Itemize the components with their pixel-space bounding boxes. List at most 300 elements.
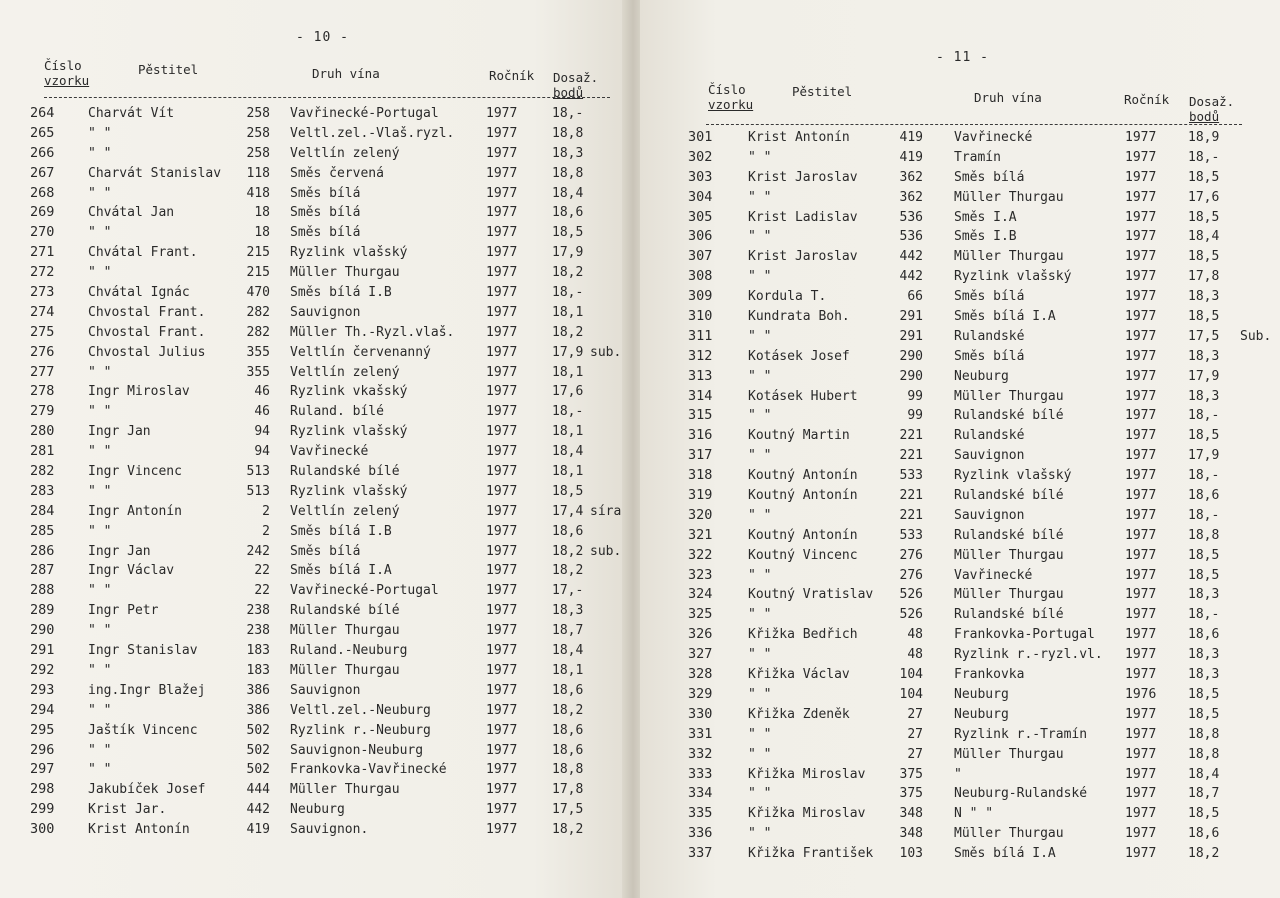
grower-code: 419 xyxy=(246,822,270,838)
score-points: 17,- xyxy=(552,583,584,599)
sample-number: 326 xyxy=(688,626,713,643)
sample-number: 300 xyxy=(30,821,55,838)
table-row xyxy=(30,561,620,581)
grower-name: " " xyxy=(748,746,772,762)
grower-code: 118 xyxy=(246,165,270,181)
grower-code: 290 xyxy=(899,368,923,384)
wine-variety: Frankovka-Vavřinecké xyxy=(290,762,447,778)
sample-number: 274 xyxy=(30,303,55,320)
table-row xyxy=(688,128,1278,148)
score-points: 17,4 xyxy=(552,503,584,519)
grower-code: 362 xyxy=(899,189,923,205)
grower-code: 386 xyxy=(246,682,270,698)
sample-number: 271 xyxy=(30,244,55,261)
grower-code: 348 xyxy=(899,826,923,842)
table-row xyxy=(688,227,1278,247)
grower-name: " " xyxy=(88,185,112,201)
score-points: 18,1 xyxy=(552,662,584,678)
score-points: 17,5 xyxy=(552,802,584,818)
table-row xyxy=(30,661,620,681)
vintage-year: 1977 xyxy=(486,285,518,301)
grower-name: Křižka Zdeněk xyxy=(748,706,850,722)
grower-code: 66 xyxy=(907,289,923,305)
right-page xyxy=(640,0,1280,898)
wine-variety: Müller Thurgau xyxy=(290,662,400,678)
grower-code: 282 xyxy=(246,324,270,340)
table-row xyxy=(688,307,1278,327)
grower-name: Křižka Václav xyxy=(748,667,850,683)
table-row xyxy=(30,522,620,542)
vintage-year: 1977 xyxy=(1125,149,1157,165)
grower-name: Ingr Vincenc xyxy=(88,464,182,480)
table-row xyxy=(688,347,1278,367)
score-points: 18,5 xyxy=(1188,806,1220,822)
score-points: 18,3 xyxy=(552,603,584,619)
grower-code: 221 xyxy=(899,428,923,444)
sample-number: 267 xyxy=(30,164,55,181)
score-points: 18,6 xyxy=(552,722,584,738)
sample-number: 335 xyxy=(688,805,713,822)
sample-number: 289 xyxy=(30,602,55,619)
sample-number: 320 xyxy=(688,506,713,523)
table-row xyxy=(688,327,1278,347)
grower-name: " " xyxy=(748,786,772,802)
sample-number: 327 xyxy=(688,646,713,663)
table-row xyxy=(30,223,620,243)
wine-variety: Rulandské xyxy=(954,328,1025,344)
grower-code: 513 xyxy=(246,483,270,499)
wine-variety: Ryzlink vlašský xyxy=(290,245,408,261)
grower-name: " " xyxy=(88,583,112,599)
sample-number: 325 xyxy=(688,606,713,623)
grower-name: Křižka František xyxy=(748,846,874,862)
grower-name: " " xyxy=(748,328,772,344)
wine-variety: Sauvignon xyxy=(290,682,361,698)
vintage-year: 1977 xyxy=(486,464,518,480)
wine-variety: Směs bílá I.B xyxy=(290,523,392,539)
grower-code: 536 xyxy=(899,209,923,225)
grower-name: Koutný Vincenc xyxy=(748,547,858,563)
sample-number: 280 xyxy=(30,423,55,440)
header-points-line2: bodů xyxy=(1189,109,1220,124)
grower-code: 221 xyxy=(899,448,923,464)
grower-code: 533 xyxy=(899,527,923,543)
grower-code: 282 xyxy=(246,304,270,320)
score-points: 18,5 xyxy=(552,225,584,241)
table-row xyxy=(688,824,1278,844)
grower-code: 533 xyxy=(899,468,923,484)
grower-name: " " xyxy=(88,623,112,639)
score-points: 18,5 xyxy=(1188,169,1220,185)
vintage-year: 1977 xyxy=(1125,408,1157,424)
grower-name: " " xyxy=(88,364,112,380)
wine-variety: Neuburg xyxy=(290,802,345,818)
score-points: 18,5 xyxy=(1188,547,1220,563)
table-row xyxy=(30,124,620,144)
table-row xyxy=(30,462,620,482)
table-row xyxy=(30,203,620,223)
score-points: 17,8 xyxy=(552,782,584,798)
table-row xyxy=(30,721,620,741)
sample-number: 329 xyxy=(688,685,713,702)
table-row xyxy=(30,303,620,323)
grower-name: Koutný Antonín xyxy=(748,527,858,543)
sample-number: 287 xyxy=(30,562,55,579)
sample-number: 266 xyxy=(30,144,55,161)
score-points: 18,3 xyxy=(1188,348,1220,364)
vintage-year: 1977 xyxy=(1125,388,1157,404)
sample-number: 275 xyxy=(30,323,55,340)
vintage-year: 1977 xyxy=(486,165,518,181)
grower-name: " " xyxy=(748,647,772,663)
score-points: 18,6 xyxy=(552,523,584,539)
vintage-year: 1977 xyxy=(1125,786,1157,802)
wine-variety: Směs bílá xyxy=(290,205,361,221)
sample-number: 276 xyxy=(30,343,55,360)
grower-name: Krist Ladislav xyxy=(748,209,858,225)
sample-number: 293 xyxy=(30,681,55,698)
vintage-year: 1977 xyxy=(1125,130,1157,145)
grower-name: " " xyxy=(88,702,112,718)
wine-variety: Sauvignon xyxy=(954,448,1025,464)
wine-variety: Müller Thurgau xyxy=(954,249,1064,265)
grower-name: Křižka Bedřich xyxy=(748,627,858,643)
table-row xyxy=(688,406,1278,426)
vintage-year: 1977 xyxy=(486,106,518,121)
grower-code: 258 xyxy=(246,106,270,121)
vintage-year: 1977 xyxy=(1125,428,1157,444)
wine-variety: Sauvignon xyxy=(954,507,1025,523)
grower-code: 291 xyxy=(899,309,923,325)
header-points-line1: Dosaž. xyxy=(1189,94,1235,109)
table-row xyxy=(30,621,620,641)
grower-code: 419 xyxy=(899,130,923,145)
sample-number: 291 xyxy=(30,642,55,659)
vintage-year: 1977 xyxy=(1125,706,1157,722)
sample-number: 268 xyxy=(30,184,55,201)
grower-name: ing.Ingr Blažej xyxy=(88,682,206,698)
header-sample-number xyxy=(44,58,89,88)
score-note: síra xyxy=(590,503,622,519)
wine-variety: Neuburg-Rulandské xyxy=(954,786,1088,802)
vintage-year: 1977 xyxy=(486,583,518,599)
score-points: 18,- xyxy=(1188,468,1220,484)
wine-variety: Směs I.B xyxy=(954,229,1017,245)
grower-code: 258 xyxy=(246,125,270,141)
vintage-year: 1977 xyxy=(486,245,518,261)
sample-number: 312 xyxy=(688,347,713,364)
sample-number: 309 xyxy=(688,288,713,305)
grower-code: 375 xyxy=(899,766,923,782)
score-points: 18,- xyxy=(552,106,584,121)
header-year: Ročník xyxy=(1124,92,1170,107)
vintage-year: 1977 xyxy=(486,483,518,499)
score-points: 18,8 xyxy=(552,165,584,181)
vintage-year: 1977 xyxy=(1125,527,1157,543)
grower-code: 94 xyxy=(254,444,270,460)
wine-variety: Ryzlink vlašský xyxy=(290,424,408,440)
score-points: 18,- xyxy=(1188,507,1220,523)
grower-name: " " xyxy=(88,125,112,141)
sample-number: 314 xyxy=(688,387,713,404)
grower-code: 238 xyxy=(246,623,270,639)
wine-variety: Směs bílá I.A xyxy=(954,309,1056,325)
score-points: 18,2 xyxy=(552,324,584,340)
table-row xyxy=(30,422,620,442)
table-row xyxy=(30,184,620,204)
wine-variety: Veltl.zel.-Vlaš.ryzl. xyxy=(290,125,455,141)
grower-name: " " xyxy=(88,483,112,499)
table-row xyxy=(688,566,1278,586)
table-row xyxy=(30,402,620,422)
header-sample-line2: vzorku xyxy=(44,73,90,88)
table-row xyxy=(30,104,620,124)
score-points: 18,3 xyxy=(1188,667,1220,683)
grower-code: 104 xyxy=(899,667,923,683)
vintage-year: 1977 xyxy=(486,643,518,659)
header-rule xyxy=(44,97,610,98)
table-row xyxy=(688,745,1278,765)
grower-code: 46 xyxy=(254,404,270,420)
grower-name: " " xyxy=(748,726,772,742)
score-points: 18,4 xyxy=(552,444,584,460)
score-points: 18,5 xyxy=(1188,428,1220,444)
grower-name: Kundrata Boh. xyxy=(748,309,850,325)
table-row xyxy=(688,466,1278,486)
grower-code: 104 xyxy=(899,686,923,702)
table-row xyxy=(30,243,620,263)
table-row xyxy=(30,760,620,780)
grower-code: 183 xyxy=(246,662,270,678)
table-row xyxy=(688,546,1278,566)
sample-number: 297 xyxy=(30,761,55,778)
score-points: 18,5 xyxy=(1188,706,1220,722)
grower-code: 22 xyxy=(254,563,270,579)
grower-name: Krist Jaroslav xyxy=(748,169,858,185)
sample-number: 299 xyxy=(30,801,55,818)
wine-variety: Müller Thurgau xyxy=(954,547,1064,563)
wine-variety: Ryzlink vkašský xyxy=(290,384,408,400)
grower-code: 276 xyxy=(899,567,923,583)
table-row xyxy=(688,784,1278,804)
vintage-year: 1977 xyxy=(486,125,518,141)
grower-code: 502 xyxy=(246,722,270,738)
score-points: 17,9 xyxy=(552,245,584,261)
vintage-year: 1977 xyxy=(486,424,518,440)
grower-name: Ingr Stanislav xyxy=(88,643,198,659)
grower-code: 470 xyxy=(246,285,270,301)
table-row xyxy=(688,367,1278,387)
vintage-year: 1977 xyxy=(486,543,518,559)
wine-variety: Neuburg xyxy=(954,706,1009,722)
score-points: 18,2 xyxy=(552,543,584,559)
vintage-year: 1977 xyxy=(1125,249,1157,265)
score-points: 18,5 xyxy=(1188,686,1220,702)
score-points: 18,5 xyxy=(1188,567,1220,583)
wine-variety: Vavřinecké xyxy=(954,567,1033,583)
score-points: 18,8 xyxy=(1188,527,1220,543)
grower-name: " " xyxy=(88,662,112,678)
sample-number: 321 xyxy=(688,526,713,543)
score-points: 17,6 xyxy=(1188,189,1220,205)
wine-variety: Tramín xyxy=(954,149,1001,165)
wine-variety: Müller Thurgau xyxy=(954,388,1064,404)
sample-number: 303 xyxy=(688,168,713,185)
grower-code: 355 xyxy=(246,344,270,360)
vintage-year: 1977 xyxy=(486,444,518,460)
vintage-year: 1977 xyxy=(486,762,518,778)
grower-name: Chvostal Frant. xyxy=(88,324,206,340)
wine-variety: Rulandské bílé xyxy=(290,603,400,619)
sample-number: 333 xyxy=(688,765,713,782)
wine-variety: Směs bílá xyxy=(290,543,361,559)
score-points: 18,5 xyxy=(1188,249,1220,265)
sample-number: 334 xyxy=(688,785,713,802)
wine-variety: Ryzlink r.-ryzl.vl. xyxy=(954,647,1103,663)
header-sample-line1: Číslo xyxy=(708,82,746,97)
vintage-year: 1977 xyxy=(1125,647,1157,663)
wine-variety: Rulandské bílé xyxy=(954,527,1064,543)
vintage-year: 1977 xyxy=(486,185,518,201)
grower-code: 442 xyxy=(246,802,270,818)
sample-number: 306 xyxy=(688,228,713,245)
score-points: 18,1 xyxy=(552,424,584,440)
vintage-year: 1977 xyxy=(1125,289,1157,305)
table-row xyxy=(688,585,1278,605)
score-points: 18,5 xyxy=(1188,309,1220,325)
vintage-year: 1977 xyxy=(1125,368,1157,384)
grower-code: 215 xyxy=(246,245,270,261)
sample-number: 316 xyxy=(688,427,713,444)
sample-number: 278 xyxy=(30,383,55,400)
sample-number: 264 xyxy=(30,105,55,121)
wine-variety: Veltlín zelený xyxy=(290,364,400,380)
grower-code: 444 xyxy=(246,782,270,798)
header-grower: Pěstitel xyxy=(138,62,199,77)
wine-variety: Směs bílá xyxy=(954,169,1025,185)
score-points: 18,8 xyxy=(552,762,584,778)
grower-code: 375 xyxy=(899,786,923,802)
sample-number: 269 xyxy=(30,204,55,221)
table-row xyxy=(688,605,1278,625)
table-row xyxy=(30,363,620,383)
vintage-year: 1977 xyxy=(1125,746,1157,762)
grower-code: 442 xyxy=(899,249,923,265)
header-points-line2: bodů xyxy=(553,85,584,100)
vintage-year: 1977 xyxy=(486,702,518,718)
sample-number: 328 xyxy=(688,666,713,683)
score-points: 18,2 xyxy=(552,822,584,838)
table-row xyxy=(688,685,1278,705)
sample-number: 282 xyxy=(30,463,55,480)
score-points: 17,5 xyxy=(1188,328,1220,344)
vintage-year: 1977 xyxy=(486,563,518,579)
grower-code: 2 xyxy=(262,503,270,519)
wine-variety: Ryzlink r.-Neuburg xyxy=(290,722,431,738)
sample-number: 307 xyxy=(688,248,713,265)
grower-code: 502 xyxy=(246,762,270,778)
grower-name: Kotásek Josef xyxy=(748,348,850,364)
table-row xyxy=(688,486,1278,506)
grower-code: 27 xyxy=(907,746,923,762)
page-number: - 10 - xyxy=(296,30,349,45)
grower-code: 48 xyxy=(907,647,923,663)
left-page xyxy=(0,0,628,898)
grower-name: " " xyxy=(748,686,772,702)
wine-variety: Veltlín zelený xyxy=(290,503,400,519)
grower-code: 22 xyxy=(254,583,270,599)
score-points: 18,2 xyxy=(552,563,584,579)
table-row xyxy=(688,267,1278,287)
vintage-year: 1977 xyxy=(486,404,518,420)
score-points: 18,6 xyxy=(552,682,584,698)
grower-code: 419 xyxy=(899,149,923,165)
grower-code: 418 xyxy=(246,185,270,201)
grower-code: 258 xyxy=(246,145,270,161)
table-row xyxy=(688,765,1278,785)
vintage-year: 1977 xyxy=(486,304,518,320)
sample-number: 308 xyxy=(688,268,713,285)
vintage-year: 1977 xyxy=(486,742,518,758)
wine-variety: Müller Thurgau xyxy=(954,189,1064,205)
score-points: 18,- xyxy=(1188,607,1220,623)
wine-variety: Směs bílá I.B xyxy=(290,285,392,301)
grower-name: Ingr Jan xyxy=(88,424,151,440)
wine-variety: Ryzlink r.-Tramín xyxy=(954,726,1088,742)
wine-variety: Müller Th.-Ryzl.vlaš. xyxy=(290,324,455,340)
grower-name: Křižka Miroslav xyxy=(748,806,866,822)
vintage-year: 1977 xyxy=(486,324,518,340)
grower-name: " " xyxy=(748,229,772,245)
score-points: 18,6 xyxy=(1188,488,1220,504)
table-row xyxy=(30,641,620,661)
grower-name: Chvátal Jan xyxy=(88,205,175,221)
vintage-year: 1977 xyxy=(486,722,518,738)
sample-number: 277 xyxy=(30,363,55,380)
grower-code: 99 xyxy=(907,408,923,424)
wine-variety: Směs červená xyxy=(290,165,384,181)
vintage-year: 1977 xyxy=(486,782,518,798)
sample-number: 302 xyxy=(688,148,713,165)
grower-code: 291 xyxy=(899,328,923,344)
vintage-year: 1977 xyxy=(1125,269,1157,285)
grower-code: 103 xyxy=(899,846,923,862)
sample-number: 288 xyxy=(30,582,55,599)
wine-variety: Vavřinecké-Portugal xyxy=(290,106,439,121)
grower-code: 221 xyxy=(899,488,923,504)
vintage-year: 1977 xyxy=(1125,766,1157,782)
header-grower: Pěstitel xyxy=(792,84,853,99)
vintage-year: 1977 xyxy=(1125,547,1157,563)
header-sample-line1: Číslo xyxy=(44,58,82,73)
grower-name: " " xyxy=(748,408,772,424)
table-row xyxy=(688,247,1278,267)
grower-code: 27 xyxy=(907,726,923,742)
wine-variety: Neuburg xyxy=(954,368,1009,384)
grower-name: Jakubíček Josef xyxy=(88,782,206,798)
score-note: sub. xyxy=(590,344,622,360)
score-points: 18,7 xyxy=(552,623,584,639)
score-points: 17,9 xyxy=(1188,448,1220,464)
sample-number: 315 xyxy=(688,407,713,424)
wine-variety: Müller Thurgau xyxy=(290,782,400,798)
wine-variety: Veltl.zel.-Neuburg xyxy=(290,702,431,718)
grower-code: 386 xyxy=(246,702,270,718)
grower-name: Chvostal Julius xyxy=(88,344,206,360)
table-row xyxy=(30,482,620,502)
grower-name: " " xyxy=(88,225,112,241)
wine-variety: Rulandské xyxy=(954,428,1025,444)
